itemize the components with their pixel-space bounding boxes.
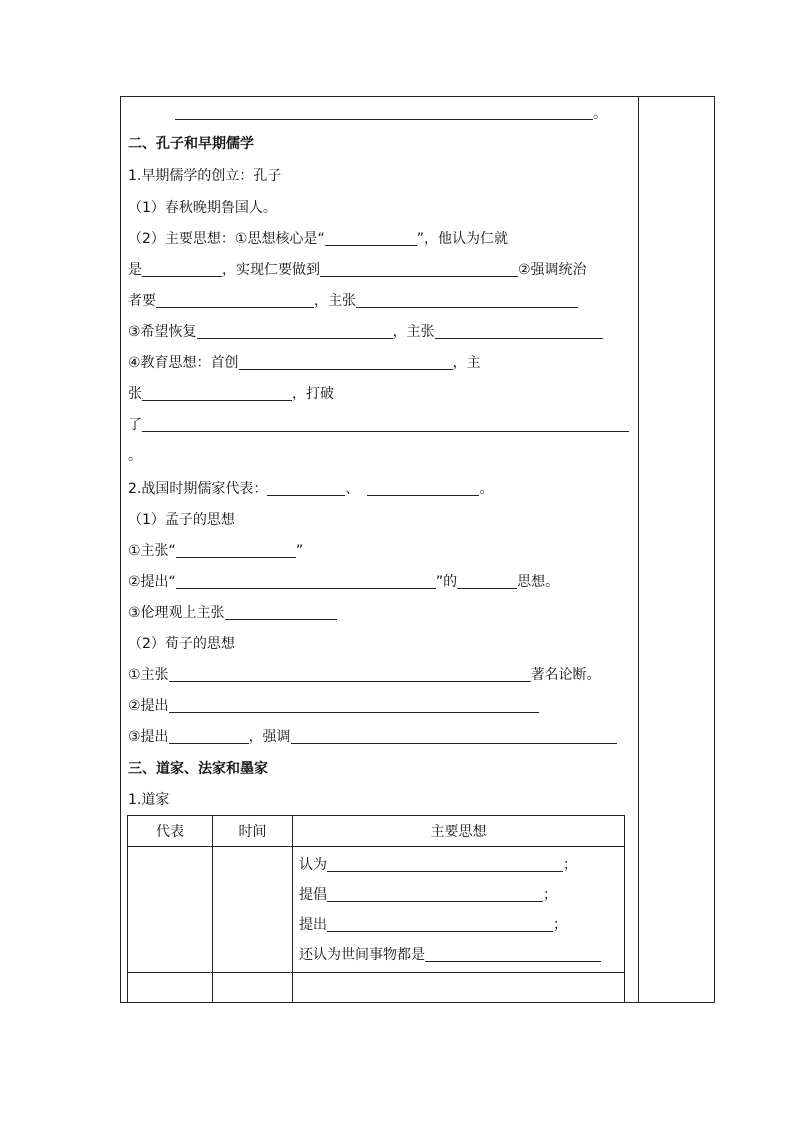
xunzi-3: [128, 728, 617, 746]
p3-text-a: 是: [128, 262, 142, 278]
p6-text-b: ，主: [452, 355, 481, 371]
idea-line-2: [293, 880, 624, 910]
cell-ideas-2[interactable]: [293, 973, 625, 1003]
m2-text-a: ②提出“: [128, 574, 176, 590]
blank-rulers-should[interactable]: [156, 293, 314, 308]
idea-1-end: ；: [563, 856, 577, 873]
blank-ren-is[interactable]: [142, 262, 222, 277]
idea-line-1: [293, 850, 624, 880]
p8-text-a: 了: [128, 417, 142, 433]
cell-time-2[interactable]: [213, 973, 293, 1003]
x3-text-a: ③提出: [128, 729, 169, 745]
idea-line-3: [293, 910, 624, 940]
side-column-divider: [638, 96, 639, 1003]
blank-xunzi-emphasize[interactable]: [291, 729, 617, 744]
xunzi-1: [128, 666, 601, 684]
s2-text-c: 。: [479, 481, 494, 497]
p5-text-b: ，主张: [392, 324, 435, 340]
blank-first-created[interactable]: [239, 355, 453, 370]
paragraph-8: [128, 416, 629, 434]
blank-top[interactable]: [175, 118, 593, 120]
subheading-2: [128, 480, 493, 498]
subheading-1: 1.早期儒学的创立：孔子: [128, 168, 282, 184]
header-main-ideas: 主要思想: [293, 816, 625, 847]
paragraph-7: [128, 385, 334, 403]
blank-idea-1[interactable]: [327, 857, 563, 872]
m1-text-a: ①主张“: [128, 543, 176, 559]
idea-4-label: 还认为世间事物都是: [299, 946, 425, 963]
daoism-table: [127, 815, 625, 1003]
m3-text: ③伦理观上主张: [128, 605, 225, 621]
p6-text-a: ④教育思想：首创: [128, 355, 239, 371]
blank-mencius-thought[interactable]: [457, 574, 517, 589]
s2-text-a: 2.战国时期儒家代表：: [128, 481, 268, 497]
idea-3-label: 提出: [299, 916, 327, 933]
paragraph-5: [128, 323, 603, 341]
header-representative: 代表: [128, 816, 213, 847]
blank-advocate-2[interactable]: [435, 324, 603, 339]
p2-text-a: （2）主要思想：①思想核心是“: [128, 231, 325, 247]
top-line-end: 。: [593, 106, 607, 122]
paragraph-9: 。: [128, 448, 142, 464]
blank-advocate-3[interactable]: [142, 386, 292, 401]
m1-text-b: ”: [295, 543, 304, 559]
blank-practice-ren[interactable]: [320, 262, 518, 277]
blank-xunzi-propose-2[interactable]: [169, 729, 249, 744]
paragraph-2: [128, 230, 508, 248]
x1-text-a: ①主张: [128, 667, 169, 683]
p5-text-a: ③希望恢复: [128, 324, 197, 340]
idea-3-end: ；: [553, 916, 567, 933]
mencius-3: [128, 604, 337, 622]
m2-text-c: 思想。: [517, 574, 560, 590]
blank-idea-4[interactable]: [425, 947, 601, 962]
idea-line-4: [293, 940, 624, 970]
blank-representative-2[interactable]: [367, 481, 479, 496]
table-row: [128, 973, 625, 1003]
blank-core-idea[interactable]: [325, 231, 417, 246]
cell-ideas-1: [293, 847, 625, 973]
mencius-heading: （1）孟子的思想: [128, 512, 235, 528]
xunzi-2: [128, 697, 539, 715]
blank-representative-1[interactable]: [267, 481, 345, 496]
cell-representative-1[interactable]: [128, 847, 213, 973]
blank-idea-2[interactable]: [327, 887, 543, 902]
paragraph-6: [128, 354, 481, 372]
blank-mencius-propose[interactable]: [176, 574, 436, 589]
x1-text-b: 著名论断。: [530, 667, 601, 683]
paragraph-3: [128, 261, 587, 279]
blank-idea-3[interactable]: [327, 917, 553, 932]
p7-text-a: 张: [128, 386, 142, 402]
x2-text: ②提出: [128, 698, 169, 714]
blank-xunzi-advocate[interactable]: [169, 667, 531, 682]
blank-restore[interactable]: [197, 324, 393, 339]
x3-text-b: ，强调: [248, 729, 291, 745]
daoism-heading: 1.道家: [128, 792, 170, 808]
p4-text-b: ，主张: [314, 293, 356, 309]
cell-representative-2[interactable]: [128, 973, 213, 1003]
mencius-2: [128, 573, 559, 591]
idea-2-label: 提倡: [299, 886, 327, 903]
header-time: 时间: [213, 816, 293, 847]
idea-2-end: ；: [543, 886, 557, 903]
p3-text-b: ，实现仁要做到: [222, 262, 320, 278]
cell-time-1[interactable]: [213, 847, 293, 973]
idea-1-label: 认为: [299, 856, 327, 873]
paragraph-1: （1）春秋晚期鲁国人。: [128, 200, 277, 216]
section-3-title: 三、道家、法家和墨家: [128, 761, 268, 777]
p3-text-c: ②强调统治: [518, 262, 587, 278]
section-2-title: 二、孔子和早期儒学: [128, 136, 254, 152]
m2-text-b: ”的: [435, 574, 458, 590]
p7-text-b: ，打破: [292, 386, 334, 402]
p2-text-b: ”，他认为仁就: [416, 231, 508, 247]
blank-xunzi-propose[interactable]: [169, 698, 539, 713]
mencius-1: [128, 542, 303, 560]
xunzi-heading: （2）荀子的思想: [128, 636, 235, 652]
blank-advocate-1[interactable]: [356, 293, 578, 308]
table-header-row: [128, 816, 625, 847]
blank-mencius-ethics[interactable]: [225, 605, 337, 620]
table-row: [128, 847, 625, 973]
blank-mencius-advocate[interactable]: [176, 543, 296, 558]
s2-text-b: 、: [345, 481, 360, 497]
blank-broke[interactable]: [142, 417, 629, 432]
p4-text-a: 者要: [128, 293, 156, 309]
paragraph-4: [128, 292, 578, 310]
